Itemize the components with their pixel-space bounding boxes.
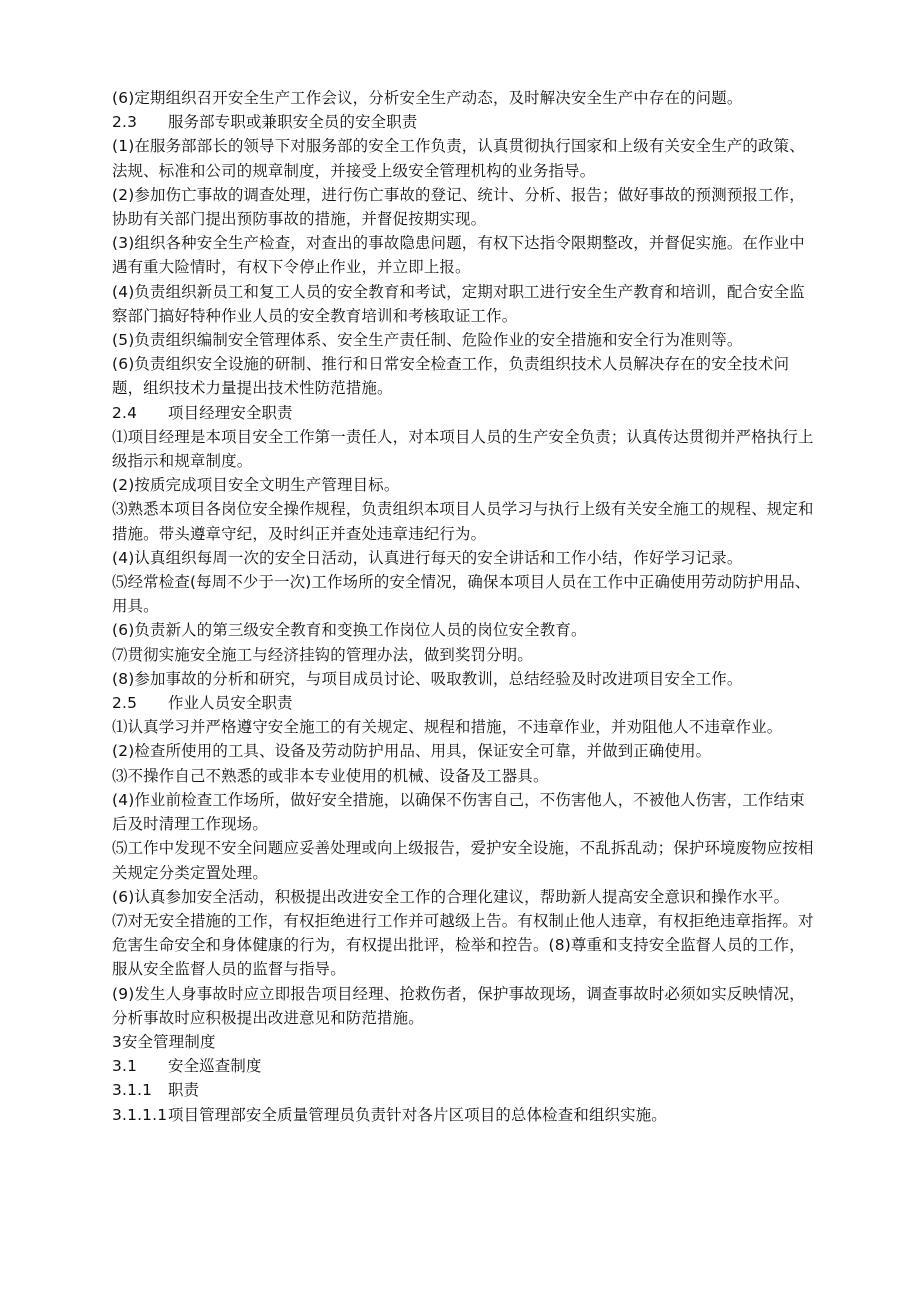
section-title: 职责 [168,1081,200,1100]
paragraph: ⑴项目经理是本项目安全工作第一责任人，对本项目人员的生产安全负责；认真传达贯彻并严格执行上级指示和规章制度。 [112,427,814,471]
paragraph: (6)负责组织安全设施的研制、推行和日常安全检查工作，负责组织技术人员解决存在的安全技术问题，组织技术力量提出技术性防范措施。 [112,355,790,398]
section-number: 3.1 [112,1057,138,1076]
paragraph: (6)定期组织召开安全生产工作会议，分析安全生产动态，及时解决安全生产中存在的问题。 [112,89,743,107]
paragraph: (2)检查所使用的工具、设备及劳动防护用品、用具，保证安全可靠，并做到正确使用。 [112,742,712,761]
section-heading [112,110,816,134]
paragraph: ⑴认真学习并严格遵守安全施工的有关规定、规程和措施，不违章作业，并劝阻他人不违章作业。 [112,718,783,737]
paragraph: (5)负责组织编制安全管理体系、安全生产责任制、危险作业的安全措施和安全行为准则等。 [112,331,743,350]
section-heading [112,691,816,715]
section-number: 2.3 [112,113,138,132]
paragraph: ⑺贯彻实施安全施工与经济挂钩的管理办法，做到奖罚分明。 [112,645,533,664]
paragraph: (8)参加事故的分析和研究，与项目成员讨论、吸取教训，总结经验及时改进项目安全工作。 [112,669,743,688]
paragraph: ⑺对无安全措施的工作，有权拒绝进行工作并可越级上告。有权制止他人违章，有权拒绝违章指挥。对危害生命安全和身体健康的行为，有权提出批评，检举和控告。(8)尊重和支持安全监督人员的工作，服从安全监督人员的监督与指导。 [112,911,814,979]
section-title: 安全巡查制度 [168,1057,262,1076]
section-heading [112,1054,816,1078]
paragraph: (4)负责组织新员工和复工人员的安全教育和考试，定期对职工进行安全生产教育和培训，配合安全监察部门搞好特种作业人员的安全教育培训和考核取证工作。 [112,282,805,325]
document-body [112,86,816,1127]
section-number: 3.1.1 [112,1081,153,1100]
paragraph: (9)发生人身事故时应立即报告项目经理、抢救伤者，保护事故现场，调查事故时必须如实反映情况，分析事故时应积极提出改进意见和防范措施。 [112,984,805,1027]
paragraph: (6)负责新人的第三级安全教育和变换工作岗位人员的岗位安全教育。 [112,621,587,640]
paragraph: (1)在服务部部长的领导下对服务部的安全工作负责，认真贯彻执行国家和上级有关安全生产的政策、法规、标准和公司的规章制度，并接受上级安全管理机构的业务指导。 [112,137,805,180]
paragraph: (4)认真组织每周一次的安全日活动，认真进行每天的安全讲话和工作小结，作好学习记录。 [112,548,743,567]
section-number: 2.4 [112,403,138,422]
paragraph: ⑶熟悉本项目各岗位安全操作规程，负责组织本项目人员学习与执行上级有关安全施工的规程、规定和措施。带头遵章守纪，及时纠正并查处违章违纪行为。 [112,500,814,543]
section-heading [112,1103,816,1127]
paragraph: (3)组织各种安全生产检查，对查出的事故隐患问题，有权下达指令限期整改，并督促实施。在作业中遇有重大险情时，有权下令停止作业，并立即上报。 [112,234,805,277]
paragraph: ⑸经常检查(每周不少于一次)工作场所的安全情况，确保本项目人员在工作中正确使用劳动防护用品、用具。 [112,573,811,616]
paragraph: (2)参加伤亡事故的调查处理，进行伤亡事故的登记、统计、分析、报告；做好事故的预测预报工作，协助有关部门提出预防事故的措施，并督促按期实现。 [112,185,805,229]
section-heading [112,1078,816,1102]
paragraph: (4)作业前检查工作场所，做好安全措施，以确保不伤害自己，不伤害他人，不被他人伤害，工作结束后及时清理工作现场。 [112,790,805,834]
paragraph: ⑸工作中发现不安全问题应妥善处理或向上级报告，爱护安全设施，不乱拆乱动；保护环境废物应按相关规定分类定置处理。 [112,839,814,882]
section-title: 作业人员安全职责 [168,694,293,713]
section-title: 服务部专职或兼职安全员的安全职责 [168,113,418,132]
section-number: 3.1.1.1 [112,1105,168,1124]
section-number: 2.5 [112,694,138,713]
paragraph: ⑶不操作自己不熟悉的或非本专业使用的机械、设备及工器具。 [112,766,549,785]
paragraph: (2)按质完成项目安全文明生产管理目标。 [112,476,400,495]
section-title: 项目管理部安全质量管理员负责针对各片区项目的总体检查和组织实施。 [168,1105,667,1124]
paragraph: (6)认真参加安全活动，积极提出改进安全工作的合理化建议，帮助新人提高安全意识和操作水平。 [112,887,790,906]
section-heading [112,401,816,425]
section-title: 项目经理安全职责 [168,403,293,422]
chapter-heading: 3安全管理制度 [112,1032,216,1051]
